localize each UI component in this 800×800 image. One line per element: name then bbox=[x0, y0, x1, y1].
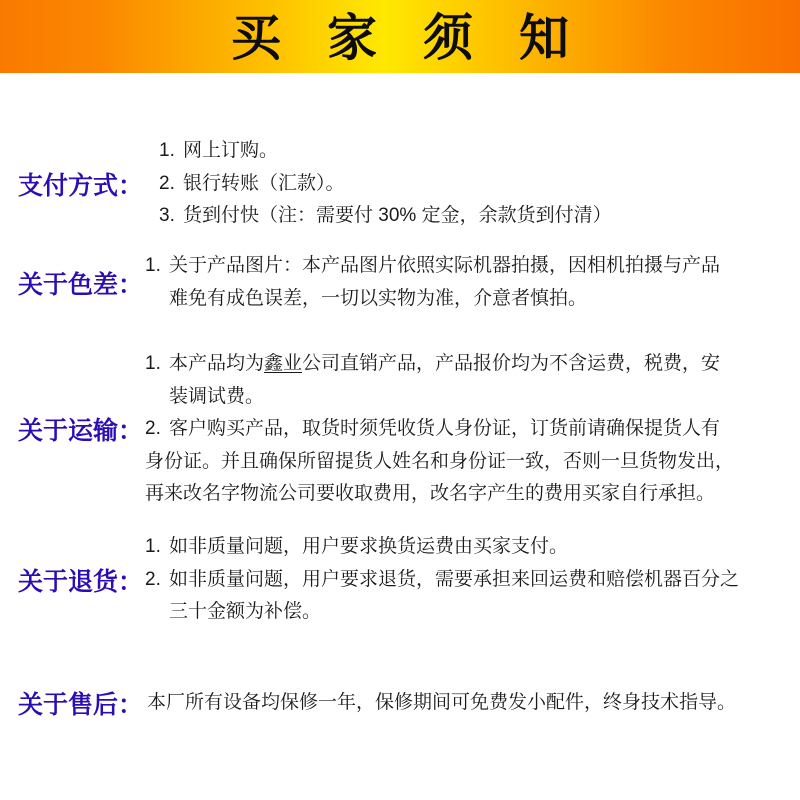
notice-line: 1. 网上订购。 bbox=[183, 135, 800, 168]
notice-line: 身份证。并且确保所留提货人姓名和身份证一致，否则一旦货物发出， bbox=[145, 450, 735, 472]
notice-item bbox=[145, 250, 800, 315]
section-label-payment: 支付方式： bbox=[17, 171, 143, 200]
notice-line: 三十金额为补偿。 bbox=[169, 601, 322, 622]
item-number: 2. bbox=[159, 172, 175, 194]
section-content-after-sales bbox=[145, 687, 800, 720]
notice-line: 2. 如非质量问题，用户要求退货，需要承担来回运费和赔偿机器百分之 bbox=[169, 564, 800, 597]
section-content-shipping bbox=[145, 348, 800, 511]
section-label-color-difference: 关于色差： bbox=[17, 270, 143, 299]
notice-item bbox=[145, 687, 800, 720]
notice-item bbox=[159, 200, 800, 233]
item-number: 1. bbox=[145, 255, 161, 276]
notice-item bbox=[145, 413, 800, 511]
section-content-returns bbox=[145, 531, 800, 629]
section-label-returns: 关于退货： bbox=[17, 567, 143, 596]
section-color-difference bbox=[0, 250, 800, 315]
section-after-sales bbox=[0, 685, 800, 721]
item-number: 2. bbox=[145, 568, 161, 590]
section-content-payment bbox=[145, 135, 800, 233]
notice-line: 本厂所有设备均保修一年，保修期间可免费发小配件，终身技术指导。 bbox=[147, 691, 737, 713]
notice-line: 再来改名字物流公司要收取费用，改名字产生的费用买家自行承担。 bbox=[145, 483, 716, 504]
notice-item bbox=[159, 168, 800, 201]
page-title: 买家须知 bbox=[231, 10, 615, 66]
notice-line: 1. 如非质量问题，用户要求换货运费由买家支付。 bbox=[169, 531, 800, 564]
underlined-text: 鑫业 bbox=[264, 353, 303, 374]
item-number: 1. bbox=[145, 353, 161, 374]
notice-item bbox=[145, 348, 800, 413]
notice-line: 1. 关于产品图片：本产品图片依照实际机器拍摄，因相机拍摄与产品 bbox=[169, 250, 800, 283]
section-shipping bbox=[0, 348, 800, 511]
notice-item bbox=[145, 531, 800, 564]
notice-item bbox=[145, 564, 800, 629]
item-number: 1. bbox=[145, 536, 161, 557]
section-returns bbox=[0, 531, 800, 629]
notice-line: 装调试费。 bbox=[169, 385, 265, 407]
item-number: 3. bbox=[159, 205, 175, 226]
notice-line: 2. 银行转账（汇款）。 bbox=[183, 168, 800, 201]
notice-line: 难免有成色误差，一切以实物为准，介意者慎拍。 bbox=[169, 287, 588, 309]
item-number: 1. bbox=[159, 140, 175, 161]
section-label-shipping: 关于运输： bbox=[17, 417, 143, 446]
section-payment bbox=[0, 135, 800, 233]
notice-line: 3. 货到付快（注：需要付 30% 定金，余款货到付清） bbox=[183, 200, 800, 233]
notice-line: 1. 本产品均为鑫业公司直销产品，产品报价均为不含运费，税费，安 bbox=[169, 348, 800, 381]
notice-line: 2. 客户购买产品，取货时须凭收货人身份证，订货前请确保提货人有 bbox=[169, 413, 800, 446]
section-content-color-difference bbox=[145, 250, 800, 315]
section-label-after-sales: 关于售后： bbox=[17, 691, 143, 719]
item-number: 2. bbox=[145, 418, 161, 439]
notice-item bbox=[159, 135, 800, 168]
